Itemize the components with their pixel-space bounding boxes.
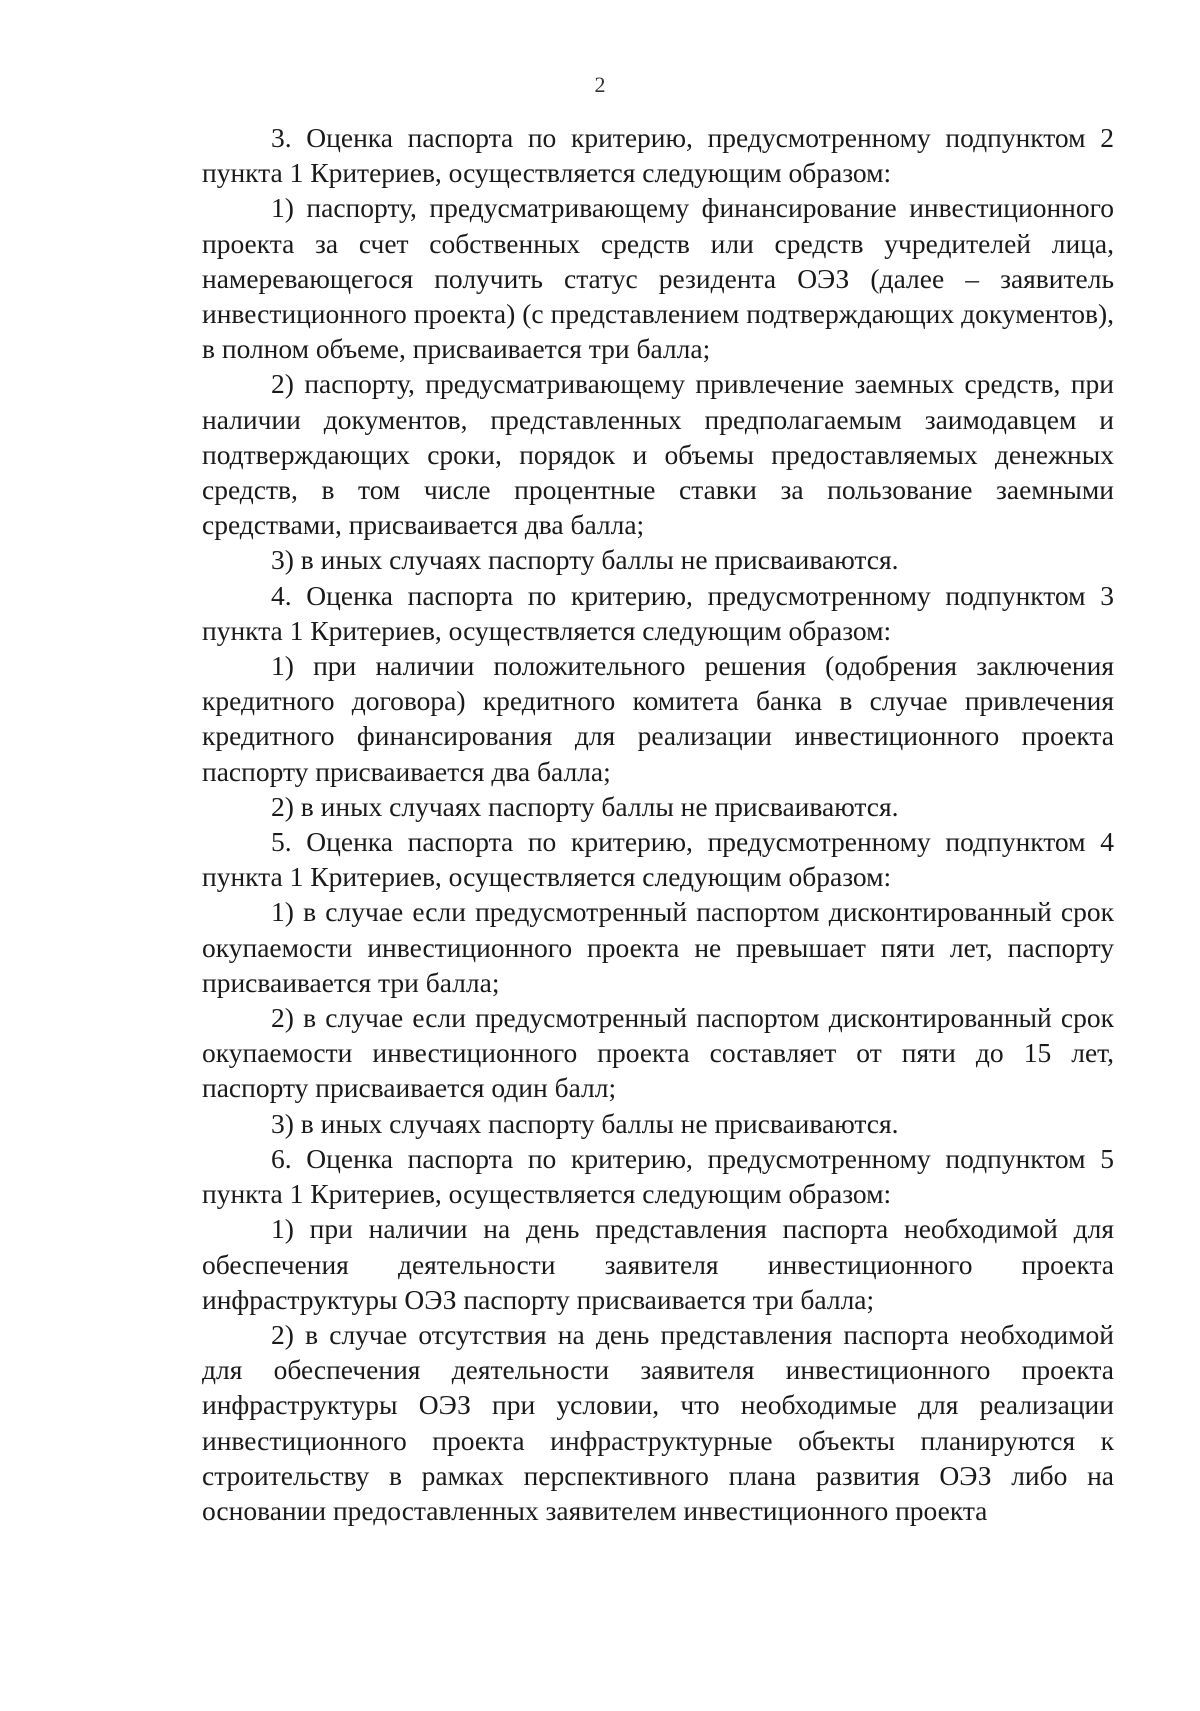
- paragraph-6-item-2: 2) в случае отсутствия на день представления паспорта необходимой для обеспечения деятельности заявителя инвестиционного проекта инфраструктуры ОЭЗ при условии, что необходимые для реализации инвестиционного проекта инфраструктурные объекты планируются к строительству в рамках перспективного плана развития ОЭЗ либо на основании предоставленных заявителем инвестиционного проекта: [202, 1318, 1114, 1526]
- paragraph-5-item-3: 3) в иных случаях паспорту баллы не присваиваются.: [271, 1107, 899, 1139]
- paragraph-3-item-1: 1) паспорту, предусматривающему финансирование инвестиционного проекта за счет собственных средств или средств учредителей лица, намеревающегося получить статус резидента ОЭЗ (далее – заявитель инвестиционного проекта) (с представлением подтверждающих документов), в полном объеме, присваивается три балла;: [202, 192, 1114, 365]
- paragraph-4-item-1: 1) при наличии положительного решения (одобрения заключения кредитного договора) кредитного комитета банка в случае привлечения кредитного финансирования для реализации инвестиционного проекта паспорту присваивается два балла;: [202, 650, 1114, 787]
- paragraph-section-6: 6. Оценка паспорта по критерию, предусмотренному подпунктом 5 пункта 1 Критериев, осуществляется следующим образом:: [202, 1142, 1114, 1210]
- paragraph-section-4: 4. Оценка паспорта по критерию, предусмотренному подпунктом 3 пункта 1 Критериев, осуществляется следующим образом:: [202, 579, 1114, 646]
- paragraph-3-item-3: 3) в иных случаях паспорту баллы не присваиваются.: [271, 544, 899, 576]
- paragraph-5-item-1: 1) в случае если предусмотренный паспортом дисконтированный срок окупаемости инвестиционного проекта не превышает пяти лет, паспорту присваивается три балла;: [202, 896, 1114, 998]
- paragraph-4-item-2: 2) в иных случаях паспорту баллы не присваиваются.: [271, 790, 899, 822]
- paragraph-section-5: 5. Оценка паспорта по критерию, предусмотренному подпунктом 4 пункта 1 Критериев, осуществляется следующим образом:: [202, 826, 1114, 893]
- paragraph-section-3: 3. Оценка паспорта по критерию, предусмотренному подпунктом 2 пункта 1 Критериев, осуществляется следующим образом:: [202, 122, 1114, 189]
- paragraph-6-item-1: 1) при наличии на день представления паспорта необходимой для обеспечения деятельности заявителя инвестиционного проекта инфраструктуры ОЭЗ паспорту присваивается три балла;: [202, 1213, 1114, 1315]
- paragraph-3-item-2: 2) паспорту, предусматривающему привлечение заемных средств, при наличии документов, представленных предполагаемым заимодавцем и подтверждающих сроки, порядок и объемы предоставляемых денежных средств, в том числе процентные ставки за пользование заемными средствами, присваивается два балла;: [202, 368, 1114, 541]
- paragraph-5-item-2: 2) в случае если предусмотренный паспортом дисконтированный срок окупаемости инвестиционного проекта составляет от пяти до 15 лет, паспорту присваивается один балл;: [202, 1002, 1114, 1104]
- document-body: [202, 120, 1114, 1528]
- page-number: 2: [594, 72, 606, 97]
